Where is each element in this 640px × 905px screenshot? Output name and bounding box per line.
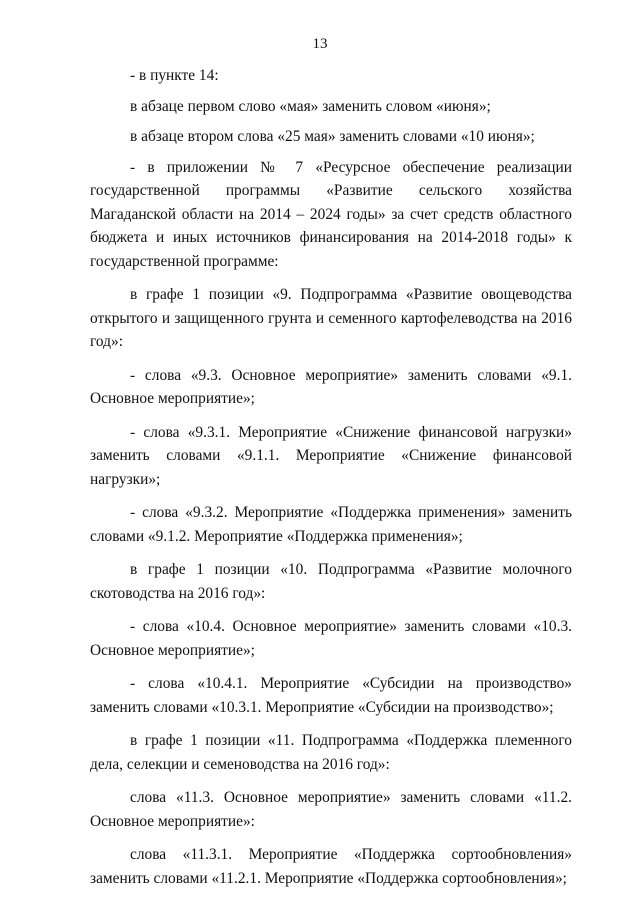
paragraph: в графе 1 позиции «11. Подпрограмма «Поддержка племенного дела, селекции и семеноводства на 2016 год»: — [90, 732, 572, 773]
paragraph: слова «11.3.1. Мероприятие «Поддержка сортообновления» заменить словами «11.2.1. Мероприятие «Поддержка сортообновления»; — [90, 846, 572, 887]
paragraph: - слова «9.3.2. Мероприятие «Поддержка применения» заменить словами «9.1.2. Мероприятие «Поддержка применения»; — [90, 504, 572, 545]
paragraph: слова «11.3. Основное мероприятие» заменить словами «11.2. Основное мероприятие»: — [90, 789, 572, 830]
paragraph: в графе 1 позиции «10. Подпрограмма «Развитие молочного скотоводства на 2016 год»: — [90, 561, 572, 602]
paragraph: - слова «10.4. Основное мероприятие» заменить словами «10.3. Основное мероприятие»; — [90, 618, 572, 659]
paragraph: - слова «10.4.1. Мероприятие «Субсидии на производство» заменить словами «10.3.1. Мероприятие «Субсидии на производство»; — [90, 675, 572, 716]
paragraph: в абзаце первом слово «мая» заменить словом «июня»; — [130, 97, 491, 115]
paragraph: в графе 1 позиции «9. Подпрограмма «Развитие овощеводства открытого и защищенного грунта и семенного картофелеводства на 2016 год»: — [90, 286, 572, 350]
paragraph: - слова «9.3.1. Мероприятие «Снижение финансовой нагрузки» заменить словами «9.1.1. Мероприятие «Снижение финансовой нагрузки»; — [90, 423, 572, 488]
paragraph: в абзаце втором слова «25 мая» заменить словами «10 июня»; — [130, 128, 535, 145]
paragraph: - слова «9.3. Основное мероприятие» заменить словами «9.1. Основное мероприятие»; — [90, 366, 572, 407]
paragraph: - в приложении № 7 «Ресурсное обеспечение реализации государственной программы «Развитие сельского хозяйства Магаданской области на 2014 – 2024 годы» за счет средств областного бюджета и иных источников финансирования на 2014-2018 годы» к государственной программе: — [90, 158, 572, 270]
page-number: 13 — [312, 36, 328, 52]
document-body — [90, 64, 572, 900]
paragraph: - в пункте 14: — [130, 67, 219, 84]
